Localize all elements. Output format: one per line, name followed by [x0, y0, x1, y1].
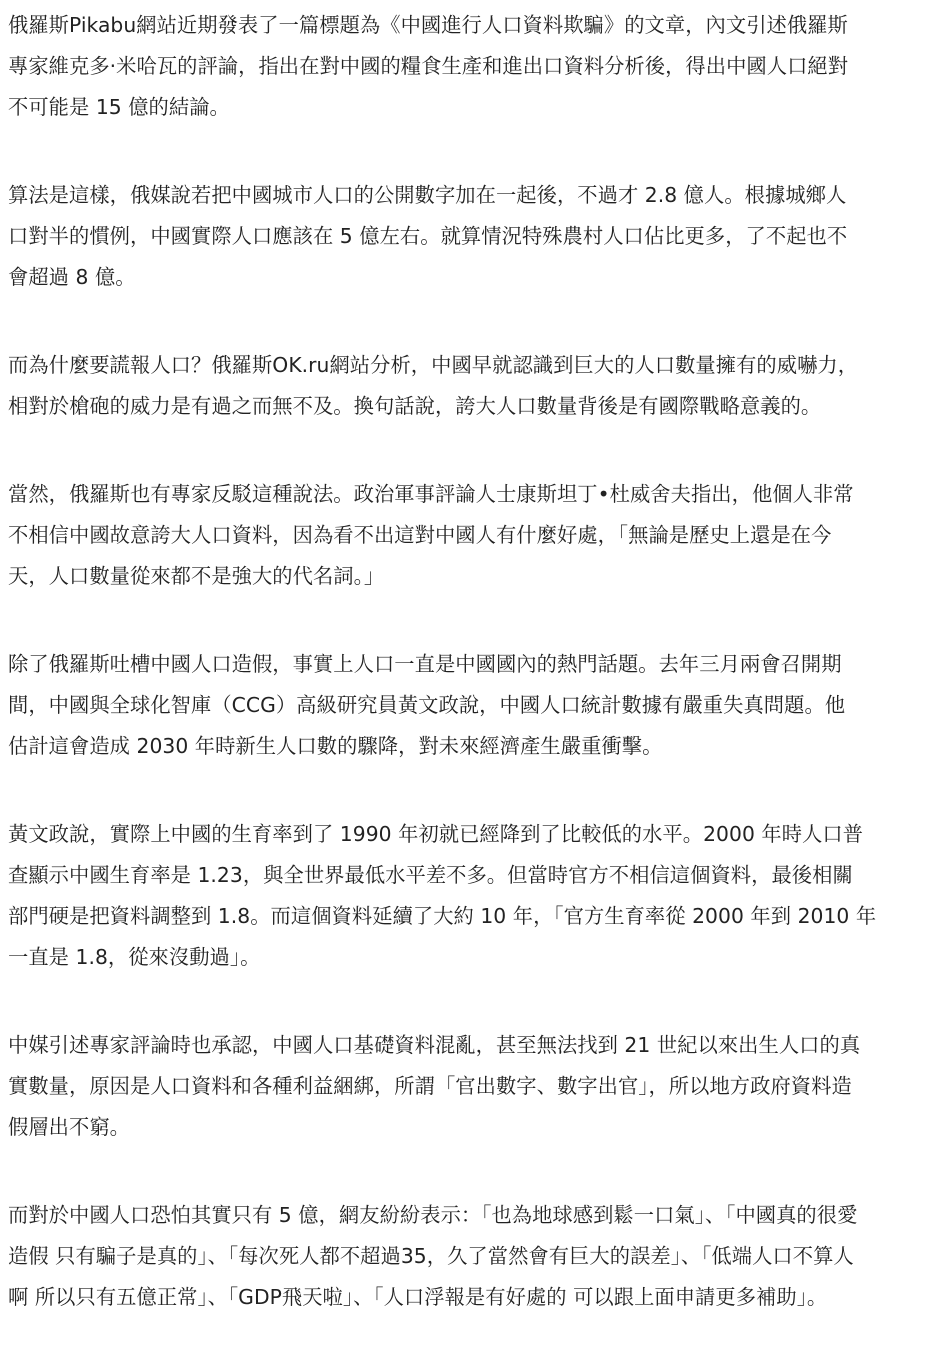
paragraph-line: 黃文政說，實際上中國的生育率到了 1990 年初就已經降到了比較低的水平。2000 年時人口普	[8, 822, 864, 846]
paragraph-line: 當然，俄羅斯也有專家反駁這種說法。政治軍事評論人士康斯坦丁•杜威舍夫指出，他個人非常	[8, 482, 854, 506]
paragraph-1	[8, 5, 938, 128]
paragraph-5	[8, 644, 938, 767]
paragraph-line: 造假 只有騙子是真的」、「每次死人都不超過35，久了當然會有巨大的誤差」、「低端人口不算人	[8, 1244, 854, 1268]
paragraph-4	[8, 474, 938, 597]
paragraph-line: 俄羅斯Pikabu網站近期發表了一篇標題為《中國進行人口資料欺騙》的文章，內文引述俄羅斯	[8, 13, 848, 37]
paragraph-line: 專家維克多·米哈瓦的評論，指出在對中國的糧食生產和進出口資料分析後，得出中國人口絕對	[8, 54, 849, 78]
paragraph-2	[8, 175, 938, 298]
paragraph-line: 查顯示中國生育率是 1.23，與全世界最低水平差不多。但當時官方不相信這個資料，最後相關	[8, 863, 853, 887]
paragraph-3	[8, 345, 938, 427]
paragraph-line: 中媒引述專家評論時也承認，中國人口基礎資料混亂，甚至無法找到 21 世紀以來出生人口的真	[8, 1033, 861, 1057]
paragraph-line: 而為什麼要謊報人口？俄羅斯OK.ru網站分析，中國早就認識到巨大的人口數量擁有的威嚇力，	[8, 353, 859, 377]
paragraph-line: 除了俄羅斯吐槽中國人口造假，事實上人口一直是中國國內的熱門話題。去年三月兩會召開期	[8, 652, 842, 676]
paragraph-line: 一直是 1.8，從來沒動過」。	[8, 945, 261, 969]
paragraph-line: 口對半的慣例，中國實際人口應該在 5 億左右。就算情況特殊農村人口佔比更多，了不起也不	[8, 224, 848, 248]
paragraph-line: 而對於中國人口恐怕其實只有 5 億，網友紛紛表示：「也為地球感到鬆一口氣」、「中國真的很愛	[8, 1203, 858, 1227]
paragraph-line: 不相信中國故意誇大人口資料，因為看不出這對中國人有什麼好處，「無論是歷史上還是在今	[8, 523, 832, 547]
paragraph-8	[8, 1195, 938, 1318]
paragraph-line: 假層出不窮。	[8, 1115, 130, 1139]
paragraph-line: 間，中國與全球化智庫（CCG）高級研究員黃文政說，中國人口統計數據有嚴重失真問題。他	[8, 693, 846, 717]
paragraph-6	[8, 814, 938, 978]
paragraph-7	[8, 1025, 938, 1148]
article-body	[8, 0, 938, 1365]
paragraph-line: 算法是這樣，俄媒說若把中國城市人口的公開數字加在一起後，不過才 2.8 億人。根據城鄉人	[8, 183, 847, 207]
paragraph-line: 估計這會造成 2030 年時新生人口數的驟降，對未來經濟產生嚴重衝擊。	[8, 734, 663, 758]
paragraph-line: 不可能是 15 億的結論。	[8, 95, 230, 119]
paragraph-line: 相對於槍砲的威力是有過之而無不及。換句話說，誇大人口數量背後是有國際戰略意義的。	[8, 394, 822, 418]
paragraph-line: 會超過 8 億。	[8, 265, 136, 289]
paragraph-line: 部門硬是把資料調整到 1.8。而這個資料延續了大約 10 年，「官方生育率從 2000 年到 2010 年	[8, 904, 877, 928]
paragraph-line: 實數量，原因是人口資料和各種利益綑綁，所謂「官出數字、數字出官」，所以地方政府資料造	[8, 1074, 852, 1098]
paragraph-line: 啊 所以只有五億正常」、「GDP飛天啦」、「人口浮報是有好處的 可以跟上面申請更多補助」。	[8, 1285, 828, 1309]
paragraph-line: 天，人口數量從來都不是強大的代名詞。」	[8, 564, 385, 588]
